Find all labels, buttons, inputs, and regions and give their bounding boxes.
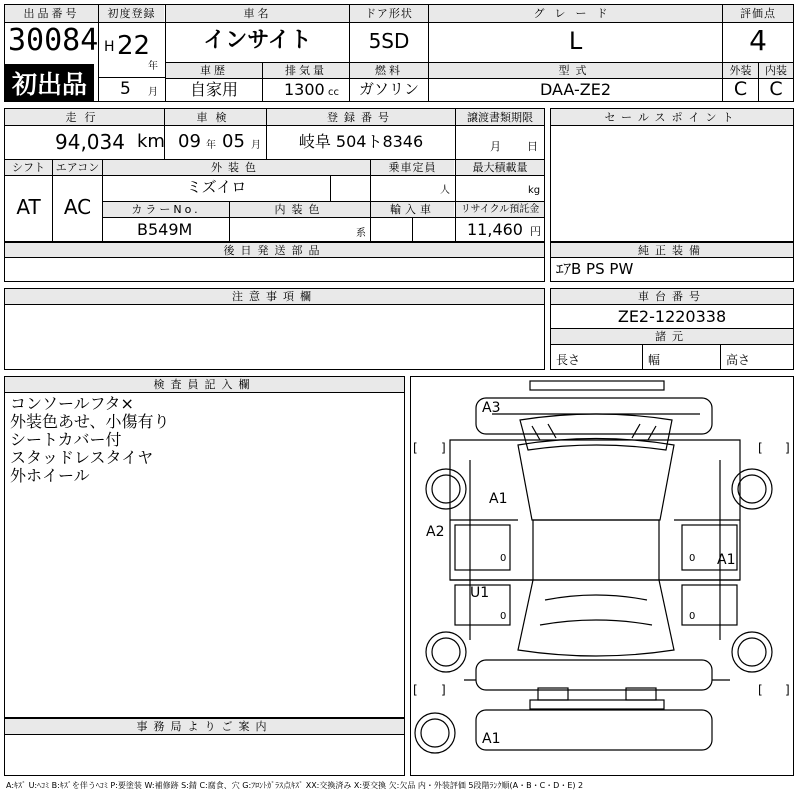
bracket: ] (441, 441, 446, 455)
grade: L (568, 27, 583, 55)
later-parts-label: 後日発送部品 (5, 243, 544, 257)
exterior-grade: C (733, 78, 748, 100)
zero-mark: 0 (500, 553, 507, 564)
hood-outline (476, 398, 712, 434)
sales-points-label: セールスポイント (551, 109, 793, 125)
damage-mark: A1 (489, 491, 508, 507)
length-label: 長さ (556, 353, 581, 367)
door-type: 5SD (368, 29, 410, 53)
office-label: 事務局よりご案内 (5, 719, 404, 734)
legend: A:ｷｽﾞ U:ﾍｺﾐ B:ｷｽﾞを伴うﾍｺﾐ P:要塗装 W:補修跡 S:錆 C:腐食、穴 G:ﾌﾛﾝﾄｶﾞﾗｽ点ｷｽﾞ XX:交換済み X:要交換 欠:欠品 内・外装評価 5段階ﾗﾝｸ順(A・B・C・D・E) 2 (6, 781, 584, 790)
damage-mark: A1 (717, 552, 736, 568)
rear-bumper-top (530, 700, 664, 709)
color-number-label: カラーNo. (103, 202, 229, 217)
fuel: ガソリン (358, 80, 419, 98)
exterior-grade-label: 外装 (723, 63, 758, 78)
recycle-label: リサイクル預託金 (456, 202, 544, 217)
grade-label: グレード (429, 5, 722, 22)
specs-label: 諸元 (551, 329, 793, 344)
mileage: 94,034 (55, 130, 125, 154)
registration-year: 22 (117, 31, 151, 61)
inspection-year-unit: 年 (206, 140, 216, 151)
damage-mark: A2 (426, 524, 445, 540)
equipment: ｴｱB PS PW (556, 260, 634, 278)
score: 4 (749, 24, 767, 57)
lot-number: 30084 (8, 23, 99, 58)
damage-mark: A1 (482, 731, 501, 747)
displacement-label: 排気量 (263, 63, 349, 78)
inspector-note: シートカバー付 (10, 430, 122, 449)
equipment-label: 純正装備 (551, 243, 793, 257)
recycle-unit: 円 (530, 225, 541, 238)
interior-grade-label: 内装 (759, 63, 793, 78)
inspector-note: 外ホイール (10, 466, 90, 485)
history-label: 車歴 (166, 63, 262, 78)
registration-label: 登録番号 (267, 109, 455, 125)
month-unit: 月 (148, 87, 158, 98)
mileage-unit: km (137, 131, 165, 152)
height-label: 高さ (726, 353, 751, 367)
bracket: [ (758, 683, 763, 697)
recycle-fee: 11,460 (467, 220, 523, 239)
door-type-label: ドア形状 (350, 5, 428, 22)
capacity-label: 乗車定員 (371, 160, 454, 175)
first-listing-badge: 初出品 (5, 64, 94, 101)
zero-mark: 0 (500, 611, 507, 622)
width-label: 幅 (648, 353, 661, 367)
inspector-note: スタッドレスタイヤ (10, 448, 154, 467)
max-load-label: 最大積載量 (456, 160, 544, 175)
transfer-day-unit: 日 (527, 140, 538, 153)
registration-number: 岐阜 504ト8346 (298, 132, 424, 151)
bracket: ] (441, 683, 446, 697)
mileage-label: 走行 (5, 109, 164, 125)
first-registration-label: 初度登録 (99, 5, 164, 22)
ac-label: エアコン (53, 160, 102, 175)
chassis-number: ZE2-1220338 (617, 307, 727, 326)
era: H (104, 39, 115, 55)
imported-label: 輸入車 (371, 202, 454, 217)
history: 自家用 (189, 80, 238, 99)
car-name-label: 車名 (166, 5, 349, 22)
model-label: 型式 (429, 63, 722, 78)
year-unit: 年 (148, 61, 158, 72)
cabin-rear (518, 580, 674, 656)
model-code: DAA-ZE2 (539, 80, 612, 99)
inspection-month-unit: 月 (251, 140, 261, 151)
rear-bumper (476, 710, 712, 750)
zero-mark: 0 (689, 611, 696, 622)
chassis-label: 車台番号 (551, 289, 793, 304)
bracket: ] (785, 683, 790, 697)
inspector-label: 検査員記入欄 (5, 377, 404, 392)
lot-number-label: 出品番号 (5, 5, 98, 22)
bracket: [ (758, 441, 763, 455)
capacity-unit: 人 (440, 185, 450, 196)
roof (533, 520, 659, 580)
transfer-deadline-label: 譲渡書類期限 (456, 109, 544, 125)
cabin-front (518, 439, 674, 521)
fuel-label: 燃料 (350, 63, 428, 78)
bracket: [ (413, 441, 418, 455)
zero-mark: 0 (689, 553, 696, 564)
inspector-note: コンソールフタ× (10, 394, 134, 413)
interior-grade: C (769, 78, 783, 100)
inspector-note: 外装色あせ、小傷有り (10, 412, 170, 431)
notes-label: 注意事項欄 (5, 289, 544, 304)
windshield (520, 414, 672, 450)
shift: AT (16, 195, 41, 219)
car-name: インサイト (203, 28, 312, 53)
displacement-unit: cc (328, 87, 339, 98)
score-label: 評価点 (723, 5, 793, 22)
color-number: B549M (137, 220, 193, 239)
trunk-outline (476, 660, 712, 690)
interior-color-unit: 系 (356, 228, 366, 239)
transfer-month-unit: 月 (490, 140, 501, 153)
exterior-color: ミズイロ (186, 178, 247, 196)
exterior-color-label: 外装色 (103, 160, 370, 175)
damage-mark: A3 (482, 400, 501, 416)
front-bumper-top (530, 381, 664, 390)
bracket: ] (785, 441, 790, 455)
damage-mark: U1 (470, 585, 490, 601)
bracket: [ (413, 683, 418, 697)
shift-label: シフト (5, 160, 52, 175)
air-conditioner: AC (63, 195, 92, 219)
inspection-label: 車検 (165, 109, 266, 125)
inspection-month: 05 (222, 131, 245, 152)
max-load-unit: kg (528, 185, 541, 196)
inspection-year: 09 (178, 131, 201, 152)
interior-color-label: 内装色 (230, 202, 370, 217)
displacement: 1300 (284, 80, 325, 99)
registration-month: 5 (120, 79, 131, 99)
